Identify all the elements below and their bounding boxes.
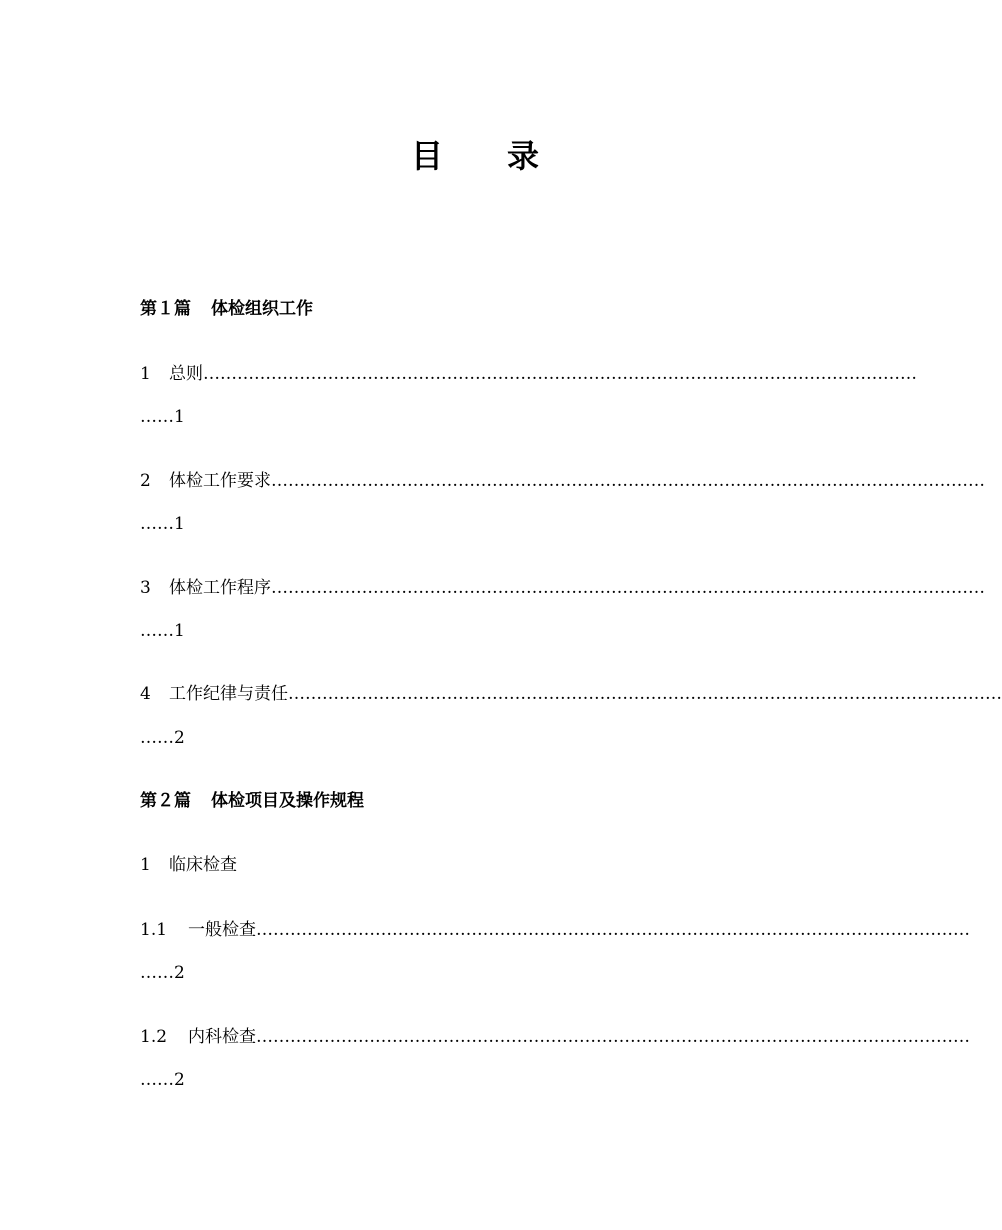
entry-label: 体检工作要求 bbox=[169, 471, 271, 491]
entry-label: 总则 bbox=[169, 364, 203, 384]
toc-entry[interactable] bbox=[140, 853, 800, 877]
entry-page: 2 bbox=[174, 728, 185, 748]
entry-label: 内科检查 bbox=[188, 1027, 256, 1047]
entry-page: 2 bbox=[174, 963, 185, 983]
section-title: 体检项目及操作规程 bbox=[211, 791, 364, 811]
dot-leader: ……………………………………………………………………………………………………………… bbox=[271, 471, 985, 491]
toc-entry[interactable] bbox=[140, 576, 985, 600]
section-heading-2 bbox=[140, 789, 800, 813]
toc-entry[interactable] bbox=[140, 469, 985, 493]
entry-label: 临床检查 bbox=[169, 855, 237, 875]
toc-entry-page-line bbox=[140, 512, 800, 536]
section-prefix: 第２篇 bbox=[140, 791, 191, 811]
entry-label: 工作纪律与责任 bbox=[169, 684, 288, 704]
section-heading-1 bbox=[140, 297, 800, 321]
dot-leader-cont: …… bbox=[140, 621, 174, 641]
dot-leader: ……………………………………………………………………………………………………………… bbox=[271, 578, 985, 598]
toc-entry[interactable] bbox=[140, 682, 1002, 706]
dot-leader-cont: …… bbox=[140, 1070, 174, 1090]
dot-leader: ……………………………………………………………………………………………………………… bbox=[256, 920, 970, 940]
toc-entry[interactable] bbox=[140, 362, 917, 386]
dot-leader-cont: …… bbox=[140, 728, 174, 748]
entry-page: 1 bbox=[174, 621, 185, 641]
entry-page: 1 bbox=[174, 407, 185, 427]
dot-leader-cont: …… bbox=[140, 963, 174, 983]
dot-leader: ……………………………………………………………………………………………………………… bbox=[256, 1027, 970, 1047]
title-char-1: 目 bbox=[410, 137, 443, 175]
section-title: 体检组织工作 bbox=[211, 299, 313, 319]
entry-number: 4 bbox=[140, 684, 151, 704]
entry-number: 1 bbox=[140, 855, 151, 875]
title-char-2: 录 bbox=[507, 137, 540, 175]
document-title bbox=[0, 134, 950, 178]
toc-entry[interactable] bbox=[140, 1025, 970, 1049]
entry-label: 一般检查 bbox=[188, 920, 256, 940]
toc-entry-page-line bbox=[140, 961, 800, 985]
toc-entry[interactable] bbox=[140, 918, 970, 942]
entry-page: 2 bbox=[174, 1070, 185, 1090]
entry-number: 2 bbox=[140, 471, 151, 491]
entry-number: 3 bbox=[140, 578, 151, 598]
entry-page: 1 bbox=[174, 514, 185, 534]
dot-leader-cont: …… bbox=[140, 514, 174, 534]
entry-number: 1 bbox=[140, 364, 151, 384]
toc-entry-page-line bbox=[140, 619, 800, 643]
section-prefix: 第１篇 bbox=[140, 299, 191, 319]
entry-label: 体检工作程序 bbox=[169, 578, 271, 598]
entry-number: 1.1 bbox=[140, 920, 168, 940]
entry-number: 1.2 bbox=[140, 1027, 168, 1047]
dot-leader: ……………………………………………………………………………………………………………… bbox=[203, 364, 917, 384]
toc-entry-page-line bbox=[140, 726, 800, 750]
dot-leader-cont: …… bbox=[140, 407, 174, 427]
toc-entry-page-line bbox=[140, 1068, 800, 1092]
dot-leader: ……………………………………………………………………………………………………………… bbox=[288, 684, 1002, 704]
toc-entry-page-line bbox=[140, 405, 800, 429]
